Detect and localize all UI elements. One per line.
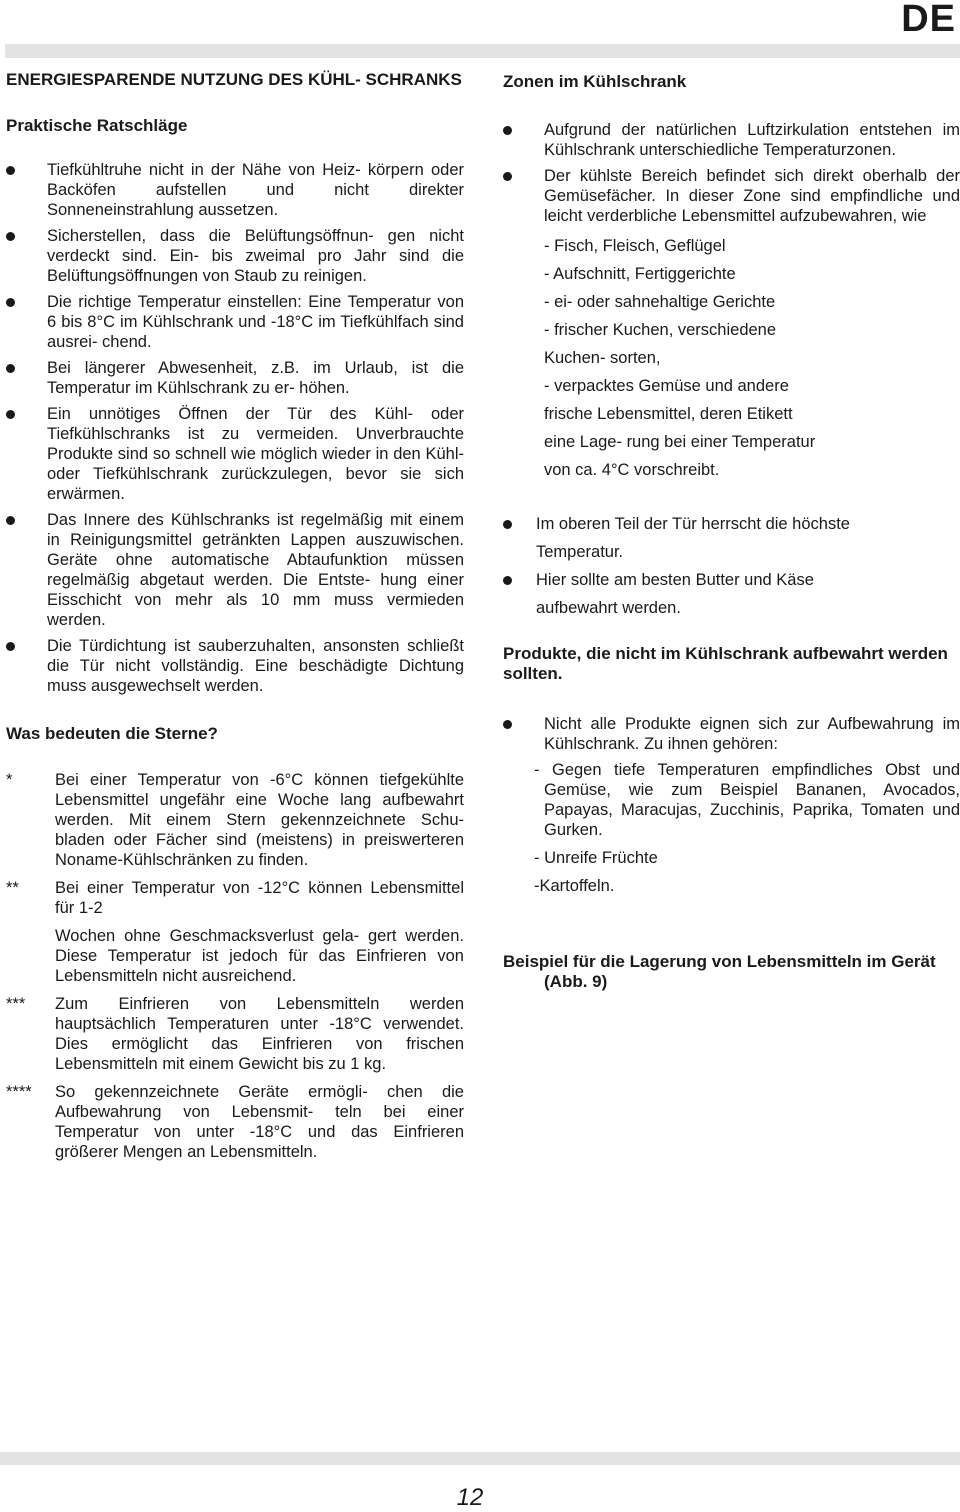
list-item: Ein unnötiges Öffnen der Tür des Kühl- oder Tiefkühlschranks ist zu vermeiden. Unverbrauchte Produkte sind so schnell wie möglich wieder in den Kühl- oder Tiefkühlschrank zurückzulegen, bevor sie sich erwärmen. <box>6 404 464 504</box>
bullet-icon <box>503 720 512 729</box>
list-item: Hier sollte am besten Butter und Käse aufbewahrt werden. <box>503 566 960 622</box>
star-symbol: ** <box>6 879 19 897</box>
zone-food-list <box>544 232 960 484</box>
list-item: Bei längerer Abwesenheit, z.B. im Urlaub, ist die Temperatur im Kühlschrank zu er- höhen. <box>6 358 464 398</box>
list-item: ** Bei einer Temperatur von -12°C können Lebensmittel für 1-2 Wochen ohne Geschmacksverlust gela- gert werden. Diese Temperatur ist jedoch für das Einfrieren von Lebensmitteln nicht ausreichend. <box>6 879 464 985</box>
bullet-icon <box>6 516 15 525</box>
star-symbol: **** <box>6 1083 32 1101</box>
list-item: Das Innere des Kühlschranks ist regelmäßig mit einem in Reinigungsmittel getränkten Lappen auszuwischen. Geräte ohne automatische Abtaufunktion müssen regelmäßig abgetaut werden. Die Entste- hung einer Eisschicht von mehr als 10 mm muss vermieden werden. <box>6 510 464 630</box>
zones-heading: Zonen im Kühlschrank <box>503 72 687 91</box>
bullet-icon <box>6 298 15 307</box>
stars-list <box>6 770 464 1162</box>
list-item: *** Zum Einfrieren von Lebensmitteln werden hauptsächlich Temperaturen unter -18°C verwendet. Dies ermöglicht das Einfrieren von frischen Lebensmitteln mit einem Gewicht bis zu 1 kg. <box>6 995 464 1073</box>
bullet-icon <box>6 410 15 419</box>
list-item: frische Lebensmittel, deren Etikett <box>544 405 793 423</box>
list-item: Die Türdichtung ist sauberzuhalten, ansonsten schließt die Tür nicht vollständig. Eine beschädigte Dichtung muss ausgewechselt werden. <box>6 636 464 696</box>
list-item: - Unreife Früchte <box>534 849 658 867</box>
list-item: - Aufschnitt, Fertiggerichte <box>544 265 736 283</box>
bullet-icon <box>6 642 15 651</box>
bullet-icon <box>503 172 512 181</box>
bullet-icon <box>6 232 15 241</box>
list-item: - Gegen tiefe Temperaturen empfindliches Obst und Gemüse, wie zum Beispiel Bananen, Avocados, Papayas, Maracujas, Zucchinis, Paprika, Tomaten und Gurken. <box>534 761 960 839</box>
star-symbol: *** <box>6 995 26 1013</box>
list-item: - frischer Kuchen, verschiedene <box>544 321 777 339</box>
bullet-icon <box>503 576 512 585</box>
list-item: Tiefkühltruhe nicht in der Nähe von Heiz- körpern oder Backöfen aufstellen und nicht direkter Sonneneinstrahlung aussetzen. <box>6 160 464 220</box>
section-title: ENERGIESPARENDE NUTZUNG DES KÜHL- SCHRANKS <box>6 70 462 89</box>
tips-heading: Praktische Ratschläge <box>6 116 188 135</box>
door-list <box>503 510 960 622</box>
list-item: - verpacktes Gemüse und andere <box>544 377 789 395</box>
language-badge: DE <box>796 0 960 38</box>
not-store-list <box>503 714 960 754</box>
bullet-icon <box>503 126 512 135</box>
list-item: Der kühlste Bereich befindet sich direkt oberhalb der Gemüsefächer. In dieser Zone sind empfindliche und leicht verderbliche Lebensmittel aufzubewahren, wie <box>503 166 960 226</box>
bullet-icon <box>6 364 15 373</box>
stars-heading: Was bedeuten die Sterne? <box>6 724 218 743</box>
list-item: * Bei einer Temperatur von -6°C können tiefgekühlte Lebensmittel ungefähr eine Woche lang aufbewahrt werden. Mit einem Stern gekennzeichnete Schu- bladen oder Fächer sind (meistens) in preiswerteren Noname-Kühlschränken zu finden. <box>6 771 464 869</box>
list-item: Kuchen- sorten, <box>544 349 661 367</box>
list-item: Im oberen Teil der Tür herrscht die höchste Temperatur. <box>503 510 960 566</box>
list-item: - Fisch, Fleisch, Geflügel <box>544 237 726 255</box>
footer-bar <box>0 1452 960 1465</box>
list-item: von ca. 4°C vorschreibt. <box>544 461 720 479</box>
list-item: Sicherstellen, dass die Belüftungsöffnun- gen nicht verdeckt sind. Ein- bis zweimal pro Jahr sind die Belüftungsöffnungen von Staub zu reinigen. <box>6 226 464 286</box>
page-number: 12 <box>456 1484 484 1511</box>
zones-list <box>503 120 960 226</box>
bullet-icon <box>6 166 15 175</box>
list-item: -Kartoffeln. <box>534 877 615 895</box>
star-symbol: * <box>6 771 13 789</box>
header-bar <box>5 44 960 58</box>
left-column <box>6 70 464 1170</box>
list-item: eine Lage- rung bei einer Temperatur <box>544 433 816 451</box>
list-item: **** So gekennzeichnete Geräte ermögli- chen die Aufbewahrung von Lebensmit- teln bei einer Temperatur von unter -18°C und das Einfrieren größerer Mengen an Lebensmitteln. <box>6 1083 464 1161</box>
right-column <box>503 72 960 992</box>
list-item: Nicht alle Produkte eignen sich zur Aufbewahrung im Kühlschrank. Zu ihnen gehören: <box>503 714 960 754</box>
not-store-items <box>534 760 960 896</box>
list-item: Aufgrund der natürlichen Luftzirkulation entstehen im Kühlschrank unterschiedliche Temperaturzonen. <box>503 120 960 160</box>
not-store-heading: Produkte, die nicht im Kühlschrank aufbewahrt werden sollten. <box>503 644 948 683</box>
list-item: Die richtige Temperatur einstellen: Eine Temperatur von 6 bis 8°C im Kühlschrank und -18°C im Tiefkühlfach sind ausrei- chend. <box>6 292 464 352</box>
bullet-icon <box>503 520 512 529</box>
tips-list <box>6 160 464 696</box>
storage-example-heading: Beispiel für die Lagerung von Lebensmitteln im Gerät (Abb. 9) <box>503 952 936 991</box>
list-item: - ei- oder sahnehaltige Gerichte <box>544 293 776 311</box>
